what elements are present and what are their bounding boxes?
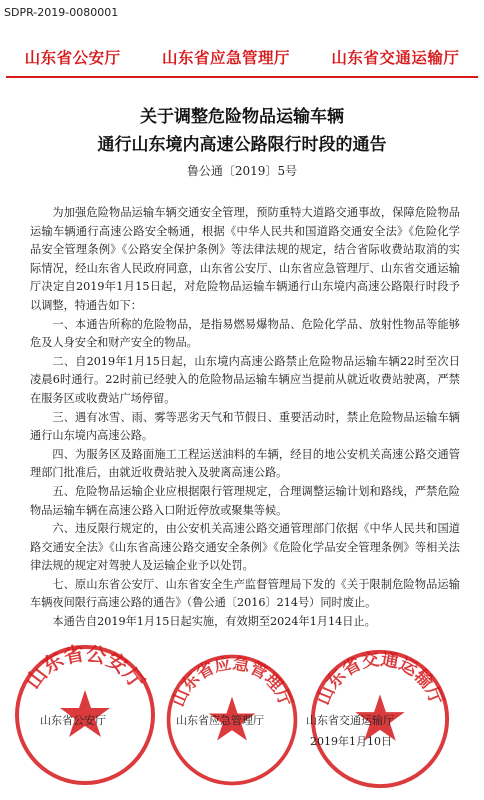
signature-public-security: 山东省公安厅 bbox=[40, 714, 106, 727]
paragraph-3: 三、遇有冰雪、雨、雾等恶劣天气和节假日、重要活动时，禁止危险物品运输车辆通行山东境内高速公路。 bbox=[30, 410, 460, 443]
paragraph-1: 一、本通告所称的危险物品，是指易燃易爆物品、危险化学品、放射性物品等能够危及人身安全和财产安全的物品。 bbox=[30, 317, 460, 350]
paragraph-6: 六、违反限行规定的，由公安机关高速公路交通管理部门依据《中华人民共和国道路交通安全法》《山东省高速公路交通安全条例》《危险化学品安全管理条例》等相关法律法规的规定对驾驶人及运输企业予以处罚。 bbox=[30, 522, 460, 573]
paragraph-5: 五、危险物品运输企业应根据限行管理规定，合理调整运输计划和路线，严禁危险物品运输车辆在高速公路入口附近停放或聚集等候。 bbox=[30, 484, 460, 517]
paragraph-intro: 为加强危险物品运输车辆交通安全管理，预防重特大道路交通事故，保障危险物品运输车辆通行高速公路安全畅通，根据《中华人民共和国道路交通安全法》《危险化学品安全管理条例》《公路安全保护条例》等法律法规的规定，结合省际收费站取消的实际情况，经山东省人民政府同意，山东省公安厅、山东省应急管理厅、山东省交通运输厅决定自2019年1月15日起，对危险物品运输车辆通行山东境内高速公路限行时段予以调整，特通告如下： bbox=[30, 206, 460, 312]
issuer-header bbox=[0, 46, 484, 68]
signature-transport: 山东省交通运输厅 bbox=[306, 714, 394, 727]
header-divider bbox=[6, 76, 478, 78]
seal-text-transport: 山东省交通运输厅 bbox=[313, 649, 447, 709]
signature-emergency-management: 山东省应急管理厅 bbox=[176, 714, 264, 727]
document-body bbox=[30, 204, 460, 632]
document-title-line1: 关于调整危险物品运输车辆 bbox=[140, 107, 344, 127]
seal-text-emergency-management: 山东省应急管理厅 bbox=[167, 652, 297, 710]
seal-text-public-security: 山东省公安厅 bbox=[20, 641, 150, 694]
paragraph-4: 四、为服务区及路面施工工程运送油料的车辆，经目的地公安机关高速公路交通管理部门批准后，由就近收费站驶入及驶离高速公路。 bbox=[30, 447, 460, 480]
issuer-emergency-management: 山东省应急管理厅 bbox=[161, 49, 290, 67]
paragraph-effective: 本通告自2019年1月15日起实施，有效期至2024年1月14日止。 bbox=[52, 615, 376, 629]
paragraph-2: 二、自2019年1月15日起，山东境内高速公路禁止危险物品运输车辆22时至次日凌晨6时通行。22时前已经驶入的危险物品运输车辆应当提前从就近收费站驶离，严禁在服务区或收费站广场停留。 bbox=[30, 354, 460, 405]
document-id: SDPR-2019-0080001 bbox=[4, 6, 119, 19]
document-number: 鲁公通〔2019〕5号 bbox=[186, 164, 298, 178]
issue-date: 2019年1月10日 bbox=[310, 735, 392, 748]
issuer-public-security: 山东省公安厅 bbox=[24, 49, 121, 67]
issuer-transport: 山东省交通运输厅 bbox=[331, 49, 460, 67]
document-title-line2: 通行山东境内高速公路限行时段的通告 bbox=[97, 135, 387, 155]
paragraph-7: 七、原山东省公安厅、山东省安全生产监督管理局下发的《关于限制危险物品运输车辆夜间限行高速公路的通告》（鲁公通〔2016〕214号）同时废止。 bbox=[30, 577, 460, 610]
